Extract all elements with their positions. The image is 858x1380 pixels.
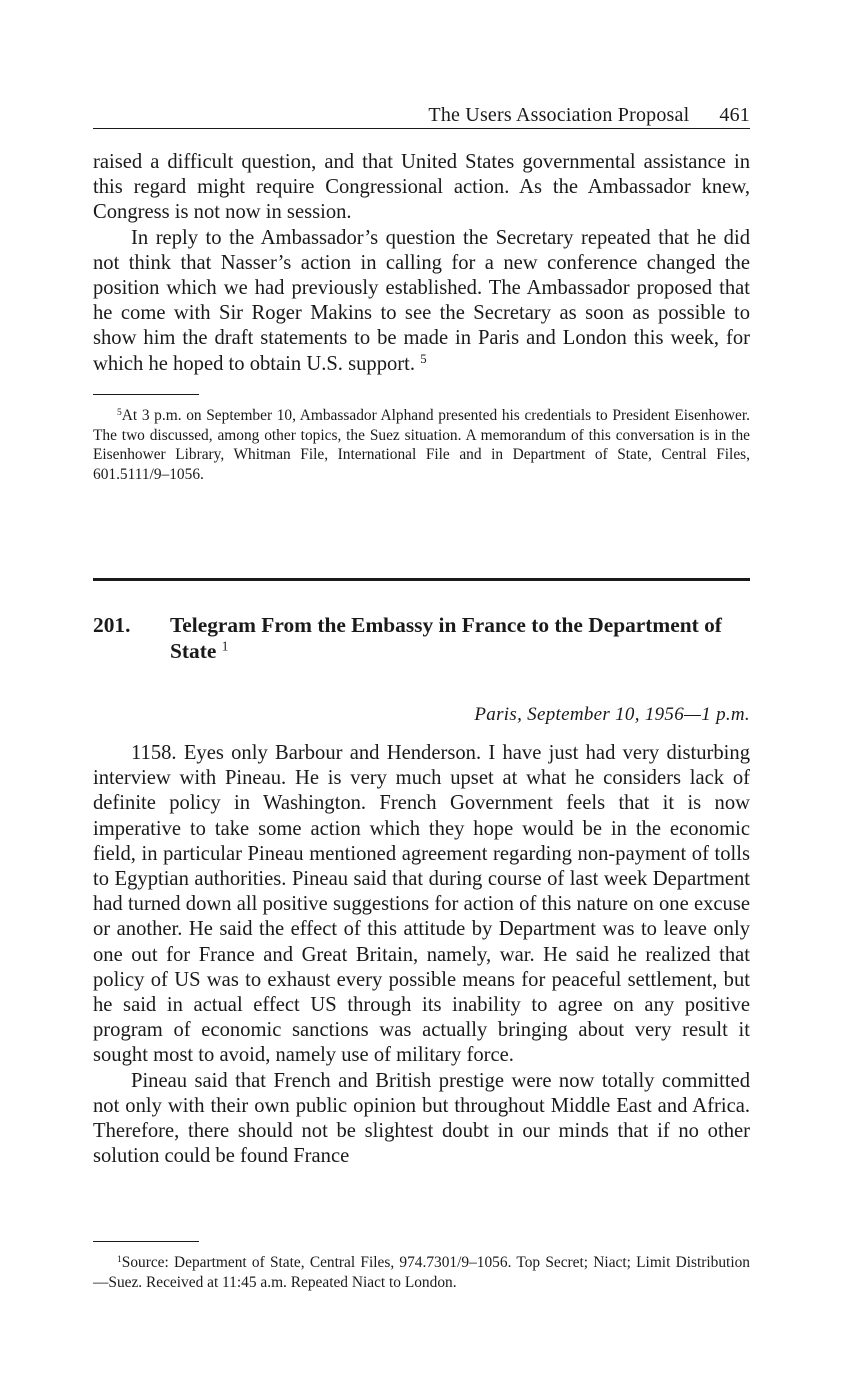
footnote-text: At 3 p.m. on September 10, Ambassador Alphand presented his credentials to President Eisenhower. The two discussed, among other topics, the Suez situation. A memorandum of this conversation is in the Eisenhower Library, Whitman File, International File and in Department of State, Central Files, 601.5111/9–1056. (93, 407, 750, 483)
telegram-paragraph-2: Pineau said that French and British prestige were now totally committed not only with their own public opinion but throughout Middle East and Africa. Therefore, there should not be slightest doubt in our minds that if no other solution could be found France (93, 1069, 750, 1168)
document-heading (93, 612, 750, 664)
footnote-divider (93, 394, 199, 395)
telegram-text (93, 741, 750, 1169)
dateline: Paris, September 10, 1956—1 p.m. (474, 704, 750, 725)
footnote-1 (93, 1253, 750, 1292)
footnote-text: Source: Department of State, Central Files, 974.7301/9–1056. Top Secret; Niact; Limit Distribution—Suez. Received at 11:45 a.m. Repeated Niact to London. (93, 1254, 750, 1291)
running-head (93, 104, 750, 129)
document-title-wrap (170, 612, 750, 664)
running-head-title: The Users Association Proposal (428, 104, 690, 126)
footnote-reference-5: 5 (420, 351, 427, 366)
document-number: 201. (93, 613, 131, 637)
continuation-paragraph-2 (93, 226, 750, 377)
footnote-marker: 5 (117, 406, 122, 418)
telegram-paragraph-1: 1158. Eyes only Barbour and Henderson. I have just had very disturbing interview with Pineau. He is very much upset at what he considers lack of definite policy in Washington. French Government feels that it is now imperative to take some action which they hope would be in the economic field, in particular Pineau mentioned agreement regarding non-payment of tolls to Egyptian authorities. Pineau said that during course of last week Department had turned down all positive suggestions for action of this nature on one excuse or another. He said the effect of this attitude by Department was to leave only one out for France and Great Britain, namely, war. He said he realized that policy of US was to exhaust every possible means for peaceful settlement, but he said in actual effect US through its inability to agree on any positive program of economic sanctions was actually bringing about very result it sought most to avoid, namely use of military force. (93, 742, 750, 1067)
section-divider (93, 578, 750, 581)
footnote-5 (93, 406, 750, 484)
footnote-reference-1: 1 (221, 638, 229, 654)
continuation-text (93, 150, 750, 377)
continuation-paragraph-2-text: In reply to the Ambassador’s question the Secretary repeated that he did not think that Nasser’s action in calling for a new conference changed the position which we had previously established. The Ambassador proposed that he come with Sir Roger Makins to see the Secretary as soon as possible to show him the draft statements to be made in Paris and London this week, for which he hoped to obtain U.S. support. (93, 226, 750, 375)
page-number: 461 (719, 104, 750, 126)
footnote-divider (93, 1241, 199, 1242)
footnote-marker: 1 (117, 1253, 122, 1265)
document-title: Telegram From the Embassy in France to the Department of State (170, 613, 722, 663)
continuation-paragraph-1: raised a difficult question, and that United States governmental assistance in this regard might require Congressional action. As the Ambassador knew, Congress is not now in session. (93, 151, 750, 224)
